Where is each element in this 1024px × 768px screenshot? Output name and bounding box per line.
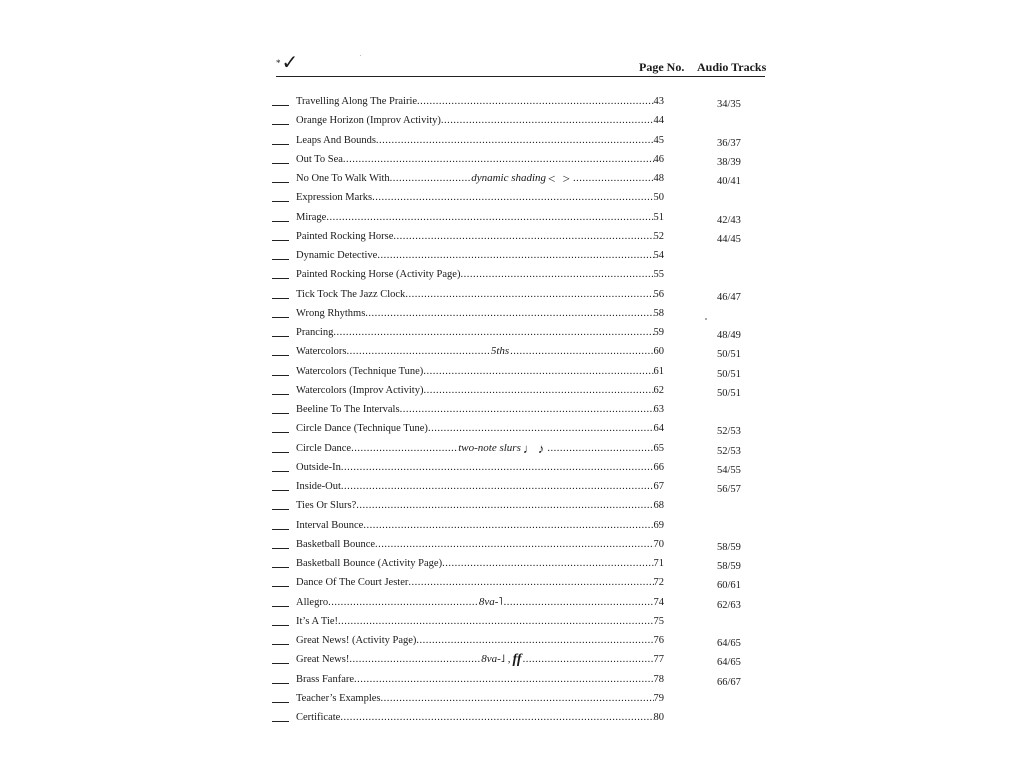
entry-title: Interval Bounce [296,519,364,531]
page-number: 63 [653,404,664,415]
checkbox-blank-line [272,413,289,414]
entry-title: Orange Horizon (Improv Activity) [296,115,441,127]
contents-row [272,131,772,150]
dot-leader [341,477,654,496]
page-number: 75 [653,615,664,627]
contents-row [272,612,772,631]
contents-row [272,554,772,573]
dot-leader [408,573,653,592]
dot-leader [338,612,653,631]
entry-line [296,381,664,400]
entry-title: Ties Or Slurs? [296,500,357,512]
checkbox-blank-line [272,278,289,279]
contents-row [272,381,772,400]
contents-row [272,227,772,246]
entry-line [296,573,664,592]
audio-tracks: 40/41 [717,176,741,187]
entry-line [296,631,664,650]
checkbox-blank-line [272,394,289,395]
audio-tracks: 50/51 [717,349,741,361]
audio-tracks: 60/61 [717,580,741,592]
page-number: 74 [653,596,664,608]
contents-row [272,285,772,304]
page-number: 44 [653,115,664,127]
dot-leader [460,265,653,284]
entry-title: Circle Dance (Technique Tune) [296,423,428,435]
entry-line [296,342,664,361]
checkbox-blank-line [272,586,289,587]
entry-line [296,419,664,438]
checkbox-blank-line [272,201,289,202]
entry-line [296,362,664,381]
checkbox-blank-line [272,548,289,549]
audio-tracks: 54/55 [717,464,741,476]
page-number: 78 [653,673,664,685]
entry-title: Outside-In [296,461,341,473]
entry-line [296,246,664,265]
entry-title: Brass Fanfare [296,673,355,685]
entry-line [296,111,664,130]
star-mark: * [276,58,281,68]
entry-line [296,612,664,631]
audio-tracks: 64/65 [717,638,741,649]
entry-title: Painted Rocking Horse [296,230,394,242]
check-mark-icon [276,52,298,74]
contents-row [272,111,772,130]
page-number: 46 [653,153,664,165]
checkbox-blank-line [272,259,289,260]
page-number: 48 [653,173,664,184]
contents-row [272,535,772,554]
checkbox-blank-line [272,144,289,145]
checkbox-blank-line [272,567,289,568]
checkbox-blank-line [272,606,289,607]
audio-tracks: 56/57 [717,484,741,495]
page-number: 58 [653,307,664,319]
checkbox-blank-line [272,471,289,472]
dot-leader [400,400,654,419]
dot-leader [381,689,654,708]
dot-leader [346,342,489,361]
audio-tracks: 58/59 [717,541,741,553]
page-number: 76 [653,635,664,646]
page-number: 56 [653,288,664,300]
entry-annotation: 8va-˥ [478,595,503,608]
contents-row [272,439,772,458]
entry-line [296,285,664,304]
dot-leader [510,342,653,361]
contents-row [272,477,772,496]
entry-line [296,265,664,284]
contents-row [272,188,772,207]
scan-speck [360,55,361,56]
audio-tracks: 48/49 [717,330,741,341]
dot-leader [326,208,653,227]
checkbox-blank-line [272,182,289,183]
dot-leader [343,150,654,169]
dot-leader [428,419,654,438]
entry-title: Painted Rocking Horse (Activity Page) [296,269,461,281]
entry-line [296,535,664,554]
page-number: 69 [653,519,664,531]
page-no-header: Page No. [639,60,685,74]
dot-leader [365,304,653,323]
checkbox-blank-line [272,124,289,125]
dot-leader [376,131,654,150]
contents-row [272,650,772,669]
contents-row [272,265,772,284]
checkbox-blank-line [272,721,289,722]
dot-leader [523,650,654,669]
page-number: 43 [653,96,664,107]
entry-annotation: 5ths [490,345,510,358]
checkbox-blank-line [272,163,289,164]
entry-title: Beeline To The Intervals [296,404,400,415]
audio-tracks: 36/37 [717,137,741,149]
entry-title: Inside-Out [296,481,341,492]
checkbox-blank-line [272,625,289,626]
music-symbol-icon: ♩♪ [522,440,547,456]
page-number: 64 [653,423,664,435]
entry-title: Travelling Along The Prairie [296,96,418,107]
audio-tracks: 44/45 [717,233,741,245]
audio-tracks: 34/35 [717,99,741,110]
entry-line [296,131,664,150]
contents-list [272,92,772,727]
page-number: 71 [653,558,664,569]
dot-leader [504,593,654,612]
entry-annotation: 8va-˩ , [481,653,511,666]
contents-row [272,323,772,342]
entry-title: Watercolors (Improv Activity) [296,384,424,396]
entry-title: Dynamic Detective [296,250,378,261]
entry-title: Watercolors [296,346,347,358]
contents-row [272,631,772,650]
contents-row [272,304,772,323]
checkbox-blank-line [272,702,289,703]
check-glyph: ✓ [281,52,299,74]
dot-leader [372,188,653,207]
contents-row [272,208,772,227]
dot-leader [341,458,654,477]
dot-leader [363,516,653,535]
contents-row [272,169,772,188]
entry-line [296,188,664,207]
page-number: 70 [653,538,664,550]
page-number: 54 [653,250,664,261]
audio-tracks: 66/67 [717,676,741,688]
entry-title: Basketball Bounce [296,538,376,550]
entry-line [296,458,664,477]
dot-leader [333,323,653,342]
page-number: 65 [653,442,664,454]
dot-leader [356,496,653,515]
audio-tracks: 62/63 [717,599,741,611]
audio-tracks: 50/51 [717,387,741,399]
entry-title: Dance Of The Court Jester [296,577,409,589]
dot-leader [390,169,471,188]
page-number: 68 [653,500,664,512]
entry-title: Expression Marks [296,192,373,204]
page-number: 62 [653,384,664,396]
entry-title: Out To Sea [296,153,343,165]
entry-line [296,400,664,419]
dot-leader [354,670,653,689]
dot-leader [416,631,653,650]
entry-line [296,650,664,669]
page-number: 72 [653,577,664,589]
entry-title: Circle Dance [296,442,352,454]
dot-leader [351,439,457,458]
checkbox-blank-line [272,355,289,356]
entry-annotation: two-note slurs [458,441,521,454]
entry-line [296,439,664,458]
scan-speck [705,318,707,320]
page-number: 59 [653,327,664,338]
checkbox-blank-line [272,336,289,337]
entry-title: Certificate [296,712,341,723]
entry-line [296,593,664,612]
page-number: 52 [653,230,664,242]
entry-line [296,689,664,708]
entry-line [296,477,664,496]
entry-line [296,227,664,246]
entry-title: Prancing [296,327,334,338]
entry-line [296,304,664,323]
contents-row [272,670,772,689]
contents-row [272,496,772,515]
dot-leader [441,111,654,130]
entry-line [296,208,664,227]
page-number: 79 [653,692,664,704]
entry-title: Teacher’s Examples [296,692,381,704]
page-number: 67 [653,481,664,492]
page-number: 66 [653,461,664,473]
contents-row [272,419,772,438]
entry-title: Great News! [296,654,350,666]
contents-row [272,92,772,111]
checkbox-blank-line [272,105,289,106]
page-number: 55 [653,269,664,281]
contents-row [272,689,772,708]
page-number: 61 [653,365,664,377]
checkbox-blank-line [272,663,289,664]
dot-leader [423,362,653,381]
dot-leader [375,535,653,554]
entry-line [296,670,664,689]
checkbox-blank-line [272,221,289,222]
page-number: 60 [653,346,664,358]
dot-leader [423,381,653,400]
entry-title: Allegro [296,596,329,608]
contents-row [272,708,772,727]
entry-line [296,150,664,169]
dot-leader [442,554,653,573]
checkbox-blank-line [272,317,289,318]
entry-line [296,169,664,188]
header-divider [276,76,765,77]
fortissimo-mark: ff [512,652,522,668]
entry-title: Wrong Rhythms [296,307,366,319]
contents-row [272,458,772,477]
entry-line [296,92,664,111]
checkbox-blank-line [272,298,289,299]
checkbox-blank-line [272,509,289,510]
checkbox-blank-line [272,452,289,453]
page-number: 45 [653,134,664,146]
audio-tracks: 64/65 [717,657,741,669]
entry-annotation: dynamic shading [471,172,547,184]
entry-title: It’s A Tie! [296,615,339,627]
audio-tracks: 58/59 [717,561,741,572]
contents-row [272,593,772,612]
dot-leader [405,285,653,304]
page-number: 80 [653,712,664,723]
dot-leader [340,708,653,727]
entry-title: Watercolors (Technique Tune) [296,365,424,377]
contents-row [272,246,772,265]
entry-line [296,496,664,515]
audio-tracks: 52/53 [717,426,741,438]
entry-line [296,708,664,727]
contents-row [272,516,772,535]
entry-line [296,516,664,535]
checkbox-blank-line [272,375,289,376]
entry-line [296,323,664,342]
contents-row [272,150,772,169]
checkbox-blank-line [272,644,289,645]
entry-title: Tick Tock The Jazz Clock [296,288,406,300]
contents-row [272,342,772,361]
checkbox-blank-line [272,529,289,530]
audio-tracks: 38/39 [717,156,741,168]
music-symbol-icon: < > [548,171,572,186]
dot-leader [328,593,478,612]
page-number: 77 [653,654,664,666]
dot-leader [547,439,653,458]
checkbox-blank-line [272,490,289,491]
entry-line [296,554,664,573]
entry-title: Mirage [296,211,327,223]
dot-leader [417,92,653,111]
contents-row [272,362,772,381]
table-header [276,52,766,76]
checkbox-blank-line [272,683,289,684]
entry-title: Leaps And Bounds [296,134,376,146]
audio-tracks: 42/43 [717,214,741,226]
audio-tracks: 52/53 [717,445,741,457]
audio-tracks: 46/47 [717,291,741,303]
checkbox-blank-line [272,240,289,241]
audio-tracks: 50/51 [717,368,741,380]
entry-title: No One To Walk With [296,173,390,184]
entry-title: Great News! (Activity Page) [296,635,417,646]
contents-row [272,573,772,592]
dot-leader [573,169,654,188]
dot-leader [377,246,653,265]
contents-row [272,400,772,419]
page-number: 51 [653,211,664,223]
dot-leader [349,650,480,669]
page-number: 50 [653,192,664,204]
checkbox-blank-line [272,432,289,433]
audio-tracks-header: Audio Tracks [697,60,767,74]
dot-leader [393,227,653,246]
entry-title: Basketball Bounce (Activity Page) [296,558,443,569]
